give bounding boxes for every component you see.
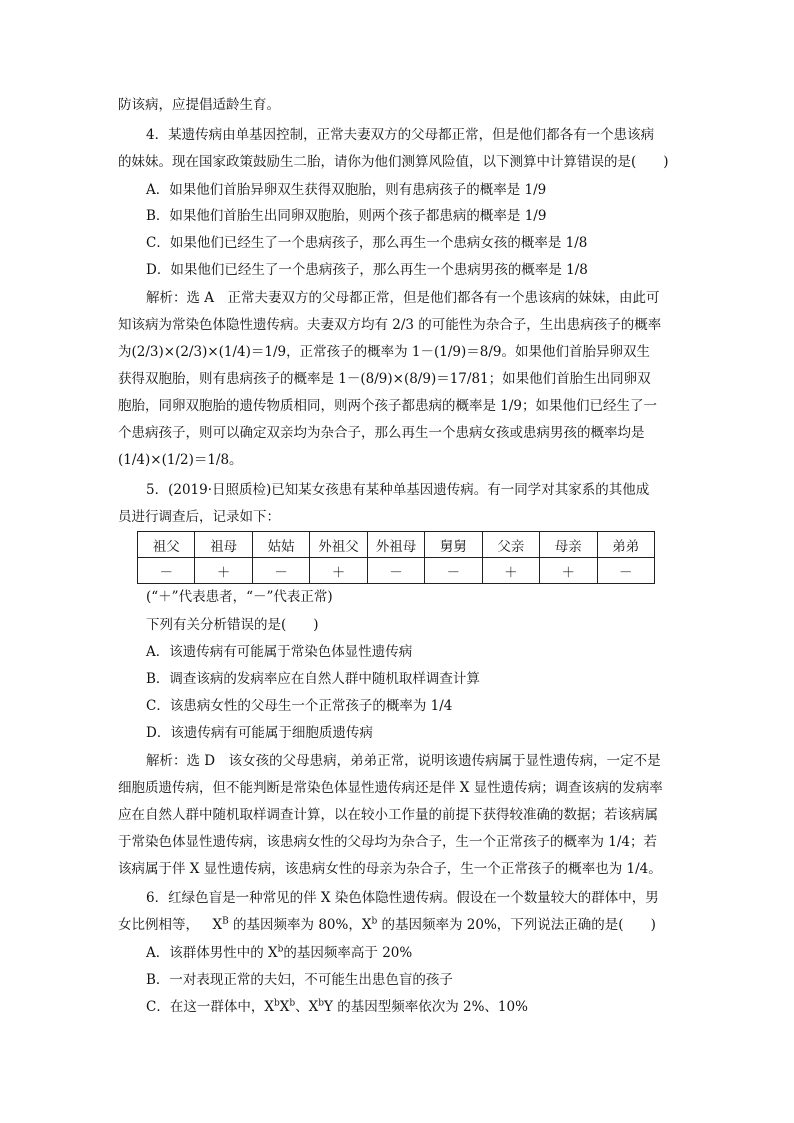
analysis-line: 个患病孩子，则可以确定双亲均为杂合子，那么再生一个患病女孩或患病男孩的概率均是 — [118, 425, 645, 441]
analysis-line: (1/4)×(1/2)＝1/8。 — [118, 452, 243, 468]
option-d: D．该遗传病有可能属于细胞质遗传病 — [146, 725, 373, 741]
question-5-prompt: 下列有关分析错误的是( ) — [146, 617, 319, 633]
option-d: D．如果他们已经生了一个患病孩子，那么再生一个患病男孩的概率是 1/8 — [146, 262, 588, 278]
analysis-line: 该病属于伴 X 显性遗传病，该患病女性的母亲为杂合子，生一个正常孩子的概率也为 1/4。 — [118, 861, 662, 877]
table-header-cell: 舅舅 — [425, 532, 482, 558]
table-cell: － — [252, 558, 309, 584]
text-span: 下列说法正确的是( ) — [510, 917, 656, 933]
table-note: (“＋”代表患者，“－”代表正常) — [146, 589, 333, 605]
question-6-stem-cont — [118, 916, 656, 934]
table-header-cell: 母亲 — [540, 532, 597, 558]
table-cell: － — [367, 558, 424, 584]
table-header-cell: 父亲 — [482, 532, 539, 558]
analysis-line: 胞胎，同卵双胞胎的遗传物质相同，则两个孩子都患病的概率是 1/9；如果他们已经生了一 — [118, 398, 658, 414]
option-b: B．如果他们首胎生出同卵双胞胎，则两个孩子都患病的概率是 1/9 — [146, 208, 547, 224]
table-row — [138, 558, 655, 584]
table-header-row — [138, 532, 655, 558]
text-span: 女比例相等， — [118, 917, 199, 933]
table-header-cell: 外祖母 — [367, 532, 424, 558]
question-5-stem: 5．(2019·日照质检)已知某女孩患有某种单基因遗传病。有一同学对其家系的其他成 — [146, 482, 650, 498]
table-header-cell: 外祖父 — [310, 532, 367, 558]
table-cell: ＋ — [195, 558, 252, 584]
option-b: B．调查该病的发病率应在自然人群中随机取样调查计算 — [146, 671, 480, 687]
table-header-cell: 弟弟 — [597, 532, 655, 558]
question-6-stem: 6．红绿色盲是一种常见的伴 X 染色体隐性遗传病。假设在一个数量较大的群体中，男 — [146, 890, 659, 906]
text-span: X — [212, 917, 223, 933]
superscript: B — [222, 916, 229, 927]
superscript: b — [318, 998, 324, 1009]
table-cell: ＋ — [310, 558, 367, 584]
table-cell: － — [425, 558, 482, 584]
option-c: C．在这一群体中，$X^bX^b$、$X^bY$ 的基因型频率依次为 2%、10% — [146, 998, 528, 1015]
analysis-line: 细胞质遗传病，但不能判断是常染色体显性遗传病还是伴 X 显性遗传病；调查该病的发病率 — [118, 780, 663, 796]
analysis-line: 知该病为常染色体隐性遗传病。夫妻双方均有 2/3 的可能性为杂合子，生出患病孩子的概率 — [118, 317, 662, 333]
superscript: b — [289, 998, 296, 1009]
option-a: A．该遗传病有可能属于常染色体显性遗传病 — [146, 644, 413, 660]
option-c: C．该患病女性的父母生一个正常孩子的概率为 1/4 — [146, 698, 453, 714]
table-header-cell: 祖父 — [138, 532, 195, 558]
analysis-line: 于常染色体显性遗传病，该患病女性的父母均为杂合子，生一个正常孩子的概率为 1/4；若 — [118, 834, 658, 850]
text-span: C．在这一群体中，X — [146, 999, 274, 1015]
table-header-cell: 祖母 — [195, 532, 252, 558]
text-span: Y 的基因型频率依次为 2%、10% — [324, 999, 528, 1015]
table-header-cell: 姑姑 — [252, 532, 309, 558]
superscript: b — [273, 998, 280, 1009]
superscript: b — [371, 916, 378, 927]
analysis-line: 获得双胞胎，则有患病孩子的概率是 1－(8/9)×(8/9)＝17/81；如果他们首胎生出同卵双 — [118, 371, 651, 387]
family-survey-table — [137, 531, 655, 584]
option-a — [146, 944, 412, 962]
text-span: 的基因频率为 80%，X — [228, 917, 372, 933]
option-c: C．如果他们已经生了一个患病孩子，那么再生一个患病女孩的概率是 1/8 — [146, 235, 588, 251]
option-a: A．如果他们首胎异卵双生获得双胞胎，则有患病孩子的概率是 1/9 — [146, 182, 547, 198]
analysis-line: 解析：选 A 正常夫妻双方的父母都正常，但是他们都各有一个患该病的妹妹，由此可 — [146, 290, 660, 306]
text-span: 的基因频率为 20%， — [377, 917, 511, 933]
text-line: 防该病，应提倡适龄生育。 — [118, 97, 280, 113]
table-cell: ＋ — [482, 558, 539, 584]
option-b: B．一对表现正常的夫妇，不可能生出患色盲的孩子 — [146, 972, 453, 988]
text-span: 的基因频率高于 20% — [283, 945, 413, 961]
analysis-line: 为(2/3)×(2/3)×(1/4)＝1/9，正常孩子的概率为 1－(1/9)＝8/9。如果他们首胎异卵双生 — [118, 344, 650, 360]
text-span: A．该群体男性中的 X — [146, 945, 278, 961]
analysis-line: 解析：选 D 该女孩的父母患病，弟弟正常，说明该遗传病属于显性遗传病，一定不是 — [146, 753, 661, 769]
table-cell: － — [138, 558, 195, 584]
superscript: b — [277, 944, 284, 955]
question-5-stem-cont: 员进行调查后，记录如下： — [118, 509, 280, 525]
question-4-stem-cont: 的妹妹。现在国家政策鼓励生二胎，请你为他们测算风险值，以下测算中计算错误的是( ) — [118, 154, 669, 170]
text-span: 、X — [295, 999, 319, 1015]
question-4-stem: 4．某遗传病由单基因控制，正常夫妻双方的父母都正常，但是他们都各有一个患该病 — [146, 127, 655, 143]
analysis-line: 应在自然人群中随机取样调查计算，以在较小工作量的前提下获得较准确的数据；若该病属 — [118, 807, 658, 823]
table-cell: ＋ — [540, 558, 597, 584]
table-cell: － — [597, 558, 655, 584]
